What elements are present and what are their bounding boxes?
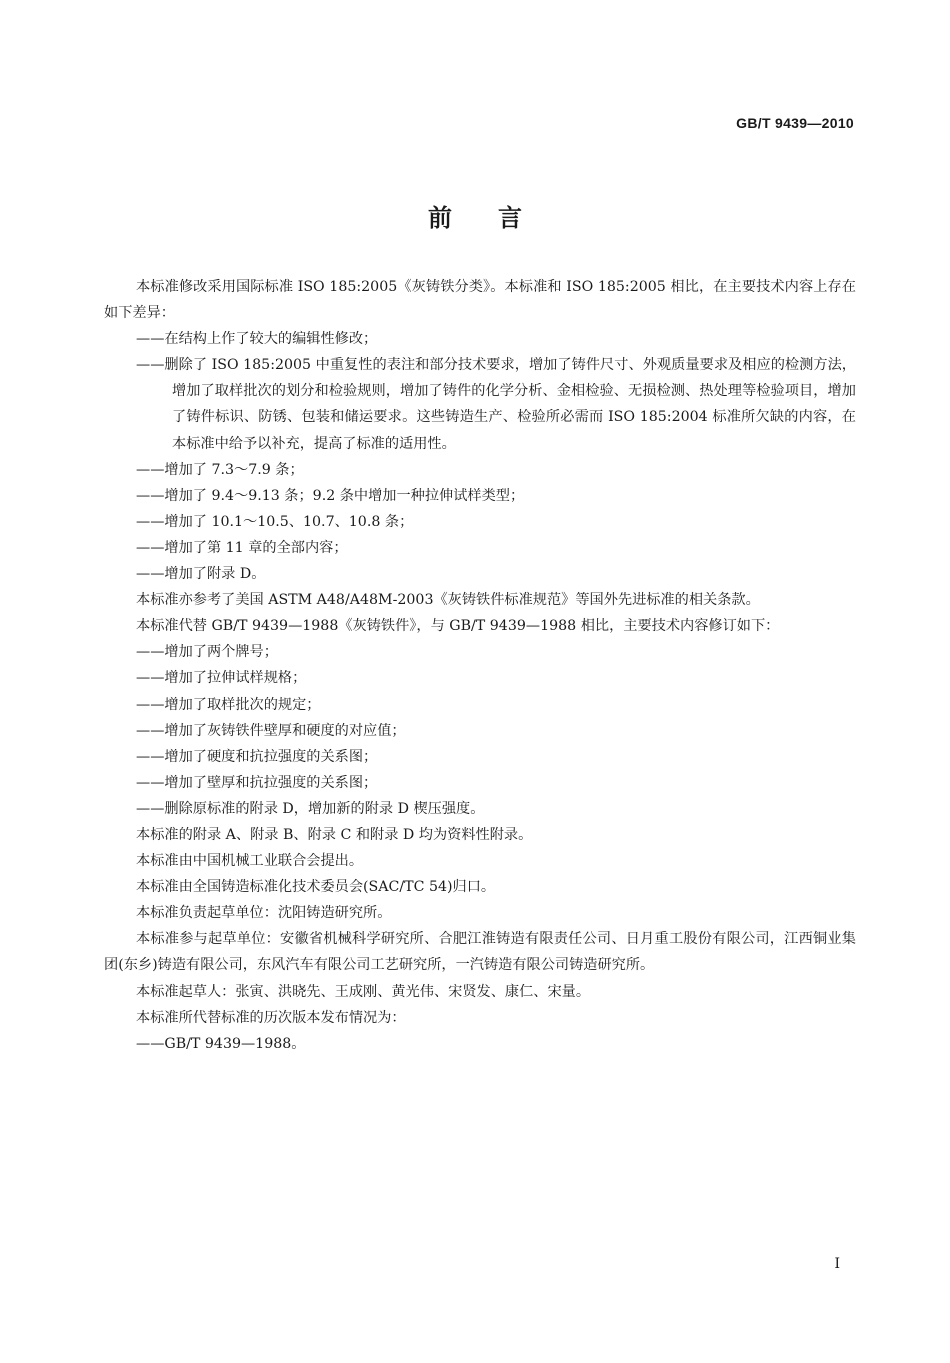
foreword-body xyxy=(104,274,856,1057)
list-item: ——增加了壁厚和抗拉强度的关系图； xyxy=(136,774,378,791)
list-item: ——增加了两个牌号； xyxy=(136,644,278,661)
list-item: ——增加了附录 D。 xyxy=(136,566,266,583)
paragraph-proposer: 本标准由中国机械工业联合会提出。 xyxy=(136,853,364,870)
list-item: ——增加了 9.4～9.13 条；9.2 条中增加一种拉伸试样类型； xyxy=(136,487,525,504)
list-item: ——增加了第 11 章的全部内容； xyxy=(136,539,348,556)
paragraph-replacement: 本标准代替 GB/T 9439—1988《灰铸铁件》，与 GB/T 9439—1988 相比，主要技术内容修订如下： xyxy=(136,618,780,635)
paragraph-reference: 本标准亦参考了美国 ASTM A48/A48M-2003《灰铸铁件标准规范》等国外先进标准的相关条款。 xyxy=(136,592,760,609)
paragraph-committee: 本标准由全国铸造标准化技术委员会(SAC/TC 54)归口。 xyxy=(136,879,496,896)
list-item: ——增加了硬度和抗拉强度的关系图； xyxy=(136,748,378,765)
page-title: 前言 xyxy=(428,203,568,232)
list-item: ——在结构上作了较大的编辑性修改； xyxy=(136,331,378,348)
list-item: ——增加了 7.3～7.9 条； xyxy=(136,461,304,478)
paragraph-adoption: 本标准修改采用国际标准 ISO 185:2005《灰铸铁分类》。本标准和 ISO 185:2005 相比，在主要技术内容上存在如下差异： xyxy=(104,279,856,322)
list-item: ——增加了取样批次的规定； xyxy=(136,696,321,713)
list-item: ——删除原标准的附录 D，增加新的附录 D 楔压强度。 xyxy=(136,800,485,817)
list-item: ——增加了 10.1～10.5、10.7、10.8 条； xyxy=(136,513,414,530)
list-item: ——增加了灰铸铁件壁厚和硬度的对应值； xyxy=(136,722,406,739)
paragraph-participating-units: 本标准参与起草单位：安徽省机械科学研究所、合肥江淮铸造有限责任公司、日月重工股份有限公司，江西铜业集团(东乡)铸造有限公司，东风汽车有限公司工艺研究所，一汽铸造有限公司铸造研究所。 xyxy=(104,931,856,974)
paragraph-history: 本标准所代替标准的历次版本发布情况为： xyxy=(136,1009,406,1026)
document-code: GB/T 9439—2010 xyxy=(736,115,854,131)
paragraph-drafters: 本标准起草人：张寅、洪晓先、王成刚、黄光伟、宋贤发、康仁、宋量。 xyxy=(136,983,591,1000)
list-item: ——GB/T 9439—1988。 xyxy=(136,1035,306,1052)
list-item: ——删除了 ISO 185:2005 中重复性的表注和部分技术要求，增加了铸件尺寸、外观质量要求及相应的检测方法，增加了取样批次的划分和检验规则，增加了铸件的化学分析、金相检验、无损检测、热处理等检验项目，增加了铸件标识、防锈、包装和储运要求。这些铸造生产、检验所必需而 ISO 185:2004 标准所欠缺的内容，在本标准中给予以补充，提高了标准的适用性。 xyxy=(136,357,856,452)
page-number: I xyxy=(834,1256,840,1272)
paragraph-drafting-unit: 本标准负责起草单位：沈阳铸造研究所。 xyxy=(136,905,392,922)
list-item: ——增加了拉伸试样规格； xyxy=(136,670,307,687)
paragraph-annexes: 本标准的附录 A、附录 B、附录 C 和附录 D 均为资料性附录。 xyxy=(136,826,533,843)
